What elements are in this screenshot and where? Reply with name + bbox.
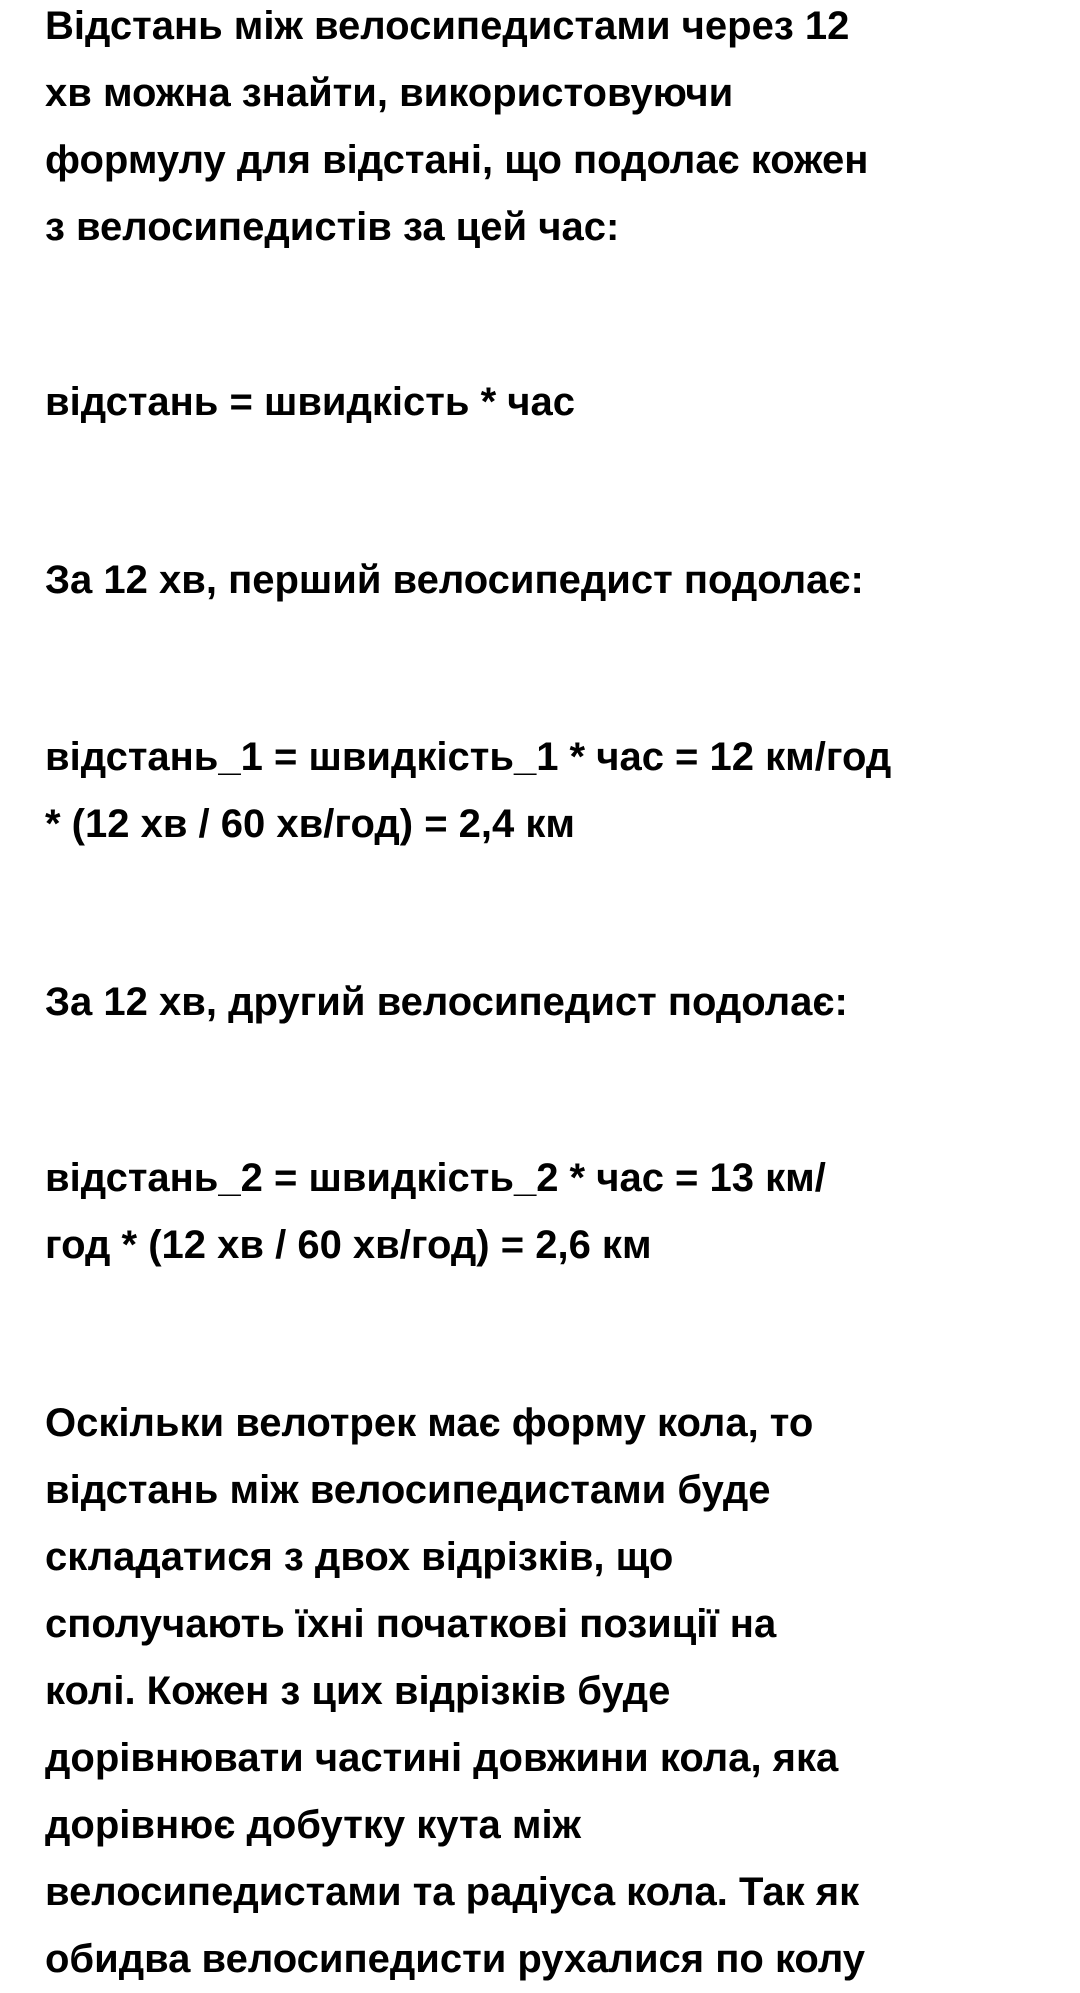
text-line: год * (12 хв / 60 хв/год) = 2,6 км — [45, 1223, 652, 1267]
text-line: хв можна знайти, використовуючи — [45, 71, 734, 115]
text-line: дорівнює добутку кута між — [45, 1803, 581, 1847]
text-line: обидва велосипедисти рухалися по колу — [45, 1937, 865, 1981]
text-line: велосипедистами та радіуса кола. Так як — [45, 1870, 860, 1914]
text-line: відстань_1 = швидкість_1 * час = 12 км/год — [45, 735, 892, 779]
text-line: сполучають їхні початкові позиції на — [45, 1602, 777, 1646]
second-cyclist-calculation — [45, 1145, 826, 1279]
first-cyclist-heading — [45, 547, 864, 614]
second-cyclist-heading — [45, 969, 848, 1036]
text-line: з велосипедистів за цей час: — [45, 205, 620, 249]
text-line: формулу для відстані, що подолає кожен — [45, 138, 869, 182]
text-line: відстань між велосипедистами буде — [45, 1468, 771, 1512]
first-cyclist-calculation — [45, 724, 891, 858]
text-line: дорівнювати частині довжини кола, яка — [45, 1736, 839, 1780]
text-line: відстань = швидкість * час — [45, 380, 575, 424]
formula-paragraph — [45, 369, 575, 436]
text-line: * (12 хв / 60 хв/год) = 2,4 км — [45, 802, 575, 846]
text-line: складатися з двох відрізків, що — [45, 1535, 674, 1579]
text-line: За 12 хв, другий велосипедист подолає: — [45, 980, 848, 1024]
text-line: За 12 хв, перший велосипедист подолає: — [45, 558, 864, 602]
text-line: Відстань між велосипедистами через 12 — [45, 4, 850, 48]
text-line: колі. Кожен з цих відрізків буде — [45, 1669, 671, 1713]
text-line: відстань_2 = швидкість_2 * час = 13 км/ — [45, 1156, 826, 1200]
text-line: Оскільки велотрек має форму кола, то — [45, 1401, 814, 1445]
intro-paragraph — [45, 0, 868, 261]
track-explanation-paragraph — [45, 1390, 865, 1993]
